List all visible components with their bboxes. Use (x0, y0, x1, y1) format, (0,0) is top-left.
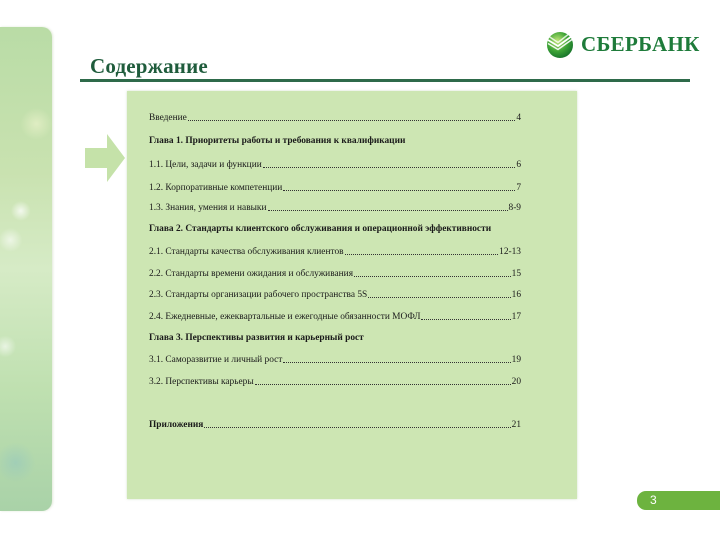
toc-entry: Введение 4 (149, 113, 521, 123)
toc-entry: 2.3. Стандарты организации рабочего пространства 5S 16 (149, 290, 521, 300)
toc-entry: 1.1. Цели, задачи и функции 6 (149, 160, 521, 170)
toc-entry: 3.1. Саморазвитие и личный рост 19 (149, 355, 521, 365)
title-underline (80, 79, 690, 82)
toc-entry: 2.2. Стандарты времени ожидания и обслуживания 15 (149, 269, 521, 279)
toc-entry: 1.3. Знания, умения и навыки 8-9 (149, 203, 521, 213)
page-number-badge (637, 491, 720, 510)
toc-chapter-heading: Глава 3. Перспективы развития и карьерный рост (149, 333, 364, 343)
sberbank-sphere-icon (545, 29, 575, 59)
page-number: 3 (650, 493, 657, 507)
decorative-side-panel (0, 27, 52, 511)
sberbank-logo (545, 28, 700, 60)
toc-chapter-heading: Глава 1. Приоритеты работы и требования к квалификации (149, 136, 406, 146)
table-of-contents (127, 91, 577, 499)
right-arrow-icon (85, 134, 125, 182)
toc-entry: 2.1. Стандарты качества обслуживания клиентов 12-13 (149, 247, 521, 257)
toc-entry: 2.4. Ежедневные, ежеквартальные и ежегодные обязанности МОФЛ 17 (149, 312, 521, 322)
toc-entry: 1.2. Корпоративные компетенции 7 (149, 183, 521, 193)
toc-chapter-heading: Глава 2. Стандарты клиентского обслуживания и операционной эффективности (149, 224, 492, 234)
toc-entry: 3.2. Перспективы карьеры 20 (149, 377, 521, 387)
logo-text: СБЕРБАНК (581, 31, 700, 56)
toc-entry-appendix: Приложения 21 (149, 420, 521, 430)
slide-title: Содержание (90, 54, 208, 78)
